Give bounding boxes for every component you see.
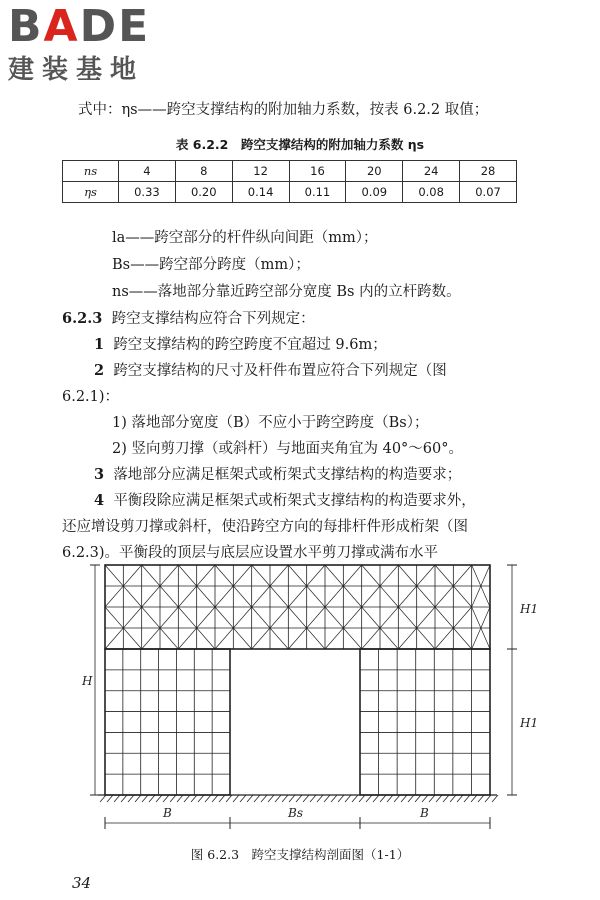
hatch-mark	[443, 795, 449, 802]
hatch-mark	[163, 795, 169, 802]
label-bs: Bs	[288, 806, 303, 820]
scaffold-grid	[105, 565, 490, 795]
definition-bs: Bs——跨空部分跨度（mm）；	[112, 257, 310, 273]
hatch-mark	[240, 795, 246, 802]
hatch-mark	[261, 795, 267, 802]
clause-2-sub-2: 2) 竖向剪刀撑（或斜杆）与地面夹角宜为 40°～60°。	[112, 441, 464, 457]
site-logo	[8, 1, 151, 86]
hatch-mark	[492, 795, 498, 802]
hatch-mark	[303, 795, 309, 802]
hatch-mark	[254, 795, 260, 802]
clause-4-continued-1: 还应增设剪刀撑或斜杆，使沿跨空方向的每排杆件形成桁架（图	[62, 519, 468, 535]
table-cell: 0.11	[289, 182, 346, 203]
hatch-mark	[408, 795, 414, 802]
hatch-mark	[485, 795, 491, 802]
hatch-mark	[121, 795, 127, 802]
intro-text: 式中：ηs——跨空支撑结构的附加轴力系数，按表 6.2.2 取值；	[78, 102, 489, 118]
ground-hatch	[100, 795, 498, 802]
label-b-right: B	[420, 806, 429, 820]
cross-section-figure	[0, 555, 600, 845]
hatch-mark	[324, 795, 330, 802]
hatch-mark	[450, 795, 456, 802]
right-support-frame	[360, 649, 490, 795]
section-number: 6.2.3	[62, 310, 103, 327]
hatch-mark	[198, 795, 204, 802]
coefficient-table	[62, 160, 517, 203]
clause-2-continued: 6.2.1)：	[62, 389, 120, 405]
table-cell: 12	[232, 161, 289, 182]
table-cell: 0.33	[119, 182, 176, 203]
figure-caption: 图 6.2.3 跨空支撑结构剖面图（1-1）	[190, 847, 410, 862]
hatch-mark	[233, 795, 239, 802]
hatch-mark	[107, 795, 113, 802]
hatch-mark	[128, 795, 134, 802]
clause-3: 3 落地部分应满足框架式或桁架式支撑结构的构造要求；	[94, 466, 462, 483]
hatch-mark	[135, 795, 141, 802]
hatch-mark	[100, 795, 106, 802]
hatch-mark	[170, 795, 176, 802]
logo-wordmark: BADE	[8, 1, 151, 52]
definition-ns: ns——落地部分靠近跨空部分宽度 Bs 内的立杆跨数。	[112, 284, 461, 300]
label-h1-top: H1	[520, 602, 539, 616]
table-cell: 0.08	[403, 182, 460, 203]
table-row	[63, 182, 517, 203]
hatch-mark	[471, 795, 477, 802]
clause-2-sub-1: 1) 落地部分宽度（B）不应小于跨空跨度（Bs）；	[112, 415, 429, 431]
hatch-mark	[457, 795, 463, 802]
row-label-ns: ns	[63, 161, 119, 182]
logo-subtitle: 建装基地	[8, 55, 145, 85]
hatch-mark	[289, 795, 295, 802]
hatch-mark	[359, 795, 365, 802]
hatch-mark	[380, 795, 386, 802]
hatch-mark	[394, 795, 400, 802]
hatch-mark	[275, 795, 281, 802]
left-support-frame	[105, 649, 230, 795]
hatch-mark	[212, 795, 218, 802]
hatch-mark	[352, 795, 358, 802]
hatch-mark	[268, 795, 274, 802]
hatch-mark	[142, 795, 148, 802]
section-title: 跨空支撑结构应符合下列规定：	[111, 311, 315, 327]
hatch-mark	[387, 795, 393, 802]
hatch-mark	[219, 795, 225, 802]
hatch-mark	[366, 795, 372, 802]
hatch-mark	[338, 795, 344, 802]
hatch-mark	[478, 795, 484, 802]
hatch-mark	[345, 795, 351, 802]
hatch-mark	[422, 795, 428, 802]
clause-4-continued-2: 6.2.3)。平衡段的顶层与底层应设置水平剪刀撑或满布水平	[62, 545, 439, 561]
hatch-mark	[156, 795, 162, 802]
page-number: 34	[72, 874, 92, 892]
row-label-eta: ηs	[63, 182, 119, 203]
hatch-mark	[114, 795, 120, 802]
hatch-mark	[436, 795, 442, 802]
hatch-mark	[373, 795, 379, 802]
clause-1: 1 跨空支撑结构的跨空跨度不宜超过 9.6m；	[94, 336, 387, 353]
table-cell: 4	[119, 161, 176, 182]
hatch-mark	[296, 795, 302, 802]
clause-4: 4 平衡段除应满足框架式或桁架式支撑结构的构造要求外，	[94, 492, 476, 509]
label-h: H	[82, 674, 93, 688]
hatch-mark	[149, 795, 155, 802]
table-cell: 28	[460, 161, 517, 182]
hatch-mark	[331, 795, 337, 802]
hatch-mark	[310, 795, 316, 802]
table-cell: 0.20	[175, 182, 232, 203]
label-b-left: B	[163, 806, 172, 820]
hatch-mark	[226, 795, 232, 802]
section-heading	[62, 309, 315, 329]
clause-2: 2 跨空支撑结构的尺寸及杆件布置应符合下列规定（图	[94, 362, 447, 379]
table-cell: 8	[175, 161, 232, 182]
table-cell: 24	[403, 161, 460, 182]
hatch-mark	[429, 795, 435, 802]
hatch-mark	[415, 795, 421, 802]
hatch-mark	[464, 795, 470, 802]
hatch-mark	[205, 795, 211, 802]
hatch-mark	[191, 795, 197, 802]
hatch-mark	[317, 795, 323, 802]
hatch-mark	[184, 795, 190, 802]
table-cell: 0.09	[346, 182, 403, 203]
table-cell: 16	[289, 161, 346, 182]
label-h1-bottom: H1	[520, 716, 539, 730]
hatch-mark	[247, 795, 253, 802]
hatch-mark	[177, 795, 183, 802]
table-caption: 表 6.2.2 跨空支撑结构的附加轴力系数 ηs	[175, 137, 425, 152]
hatch-mark	[401, 795, 407, 802]
table-cell: 0.07	[460, 182, 517, 203]
table-cell: 0.14	[232, 182, 289, 203]
table-cell: 20	[346, 161, 403, 182]
definition-la: la——跨空部分的杆件纵向间距（mm）；	[112, 230, 378, 246]
hatch-mark	[282, 795, 288, 802]
table-row	[63, 161, 517, 182]
